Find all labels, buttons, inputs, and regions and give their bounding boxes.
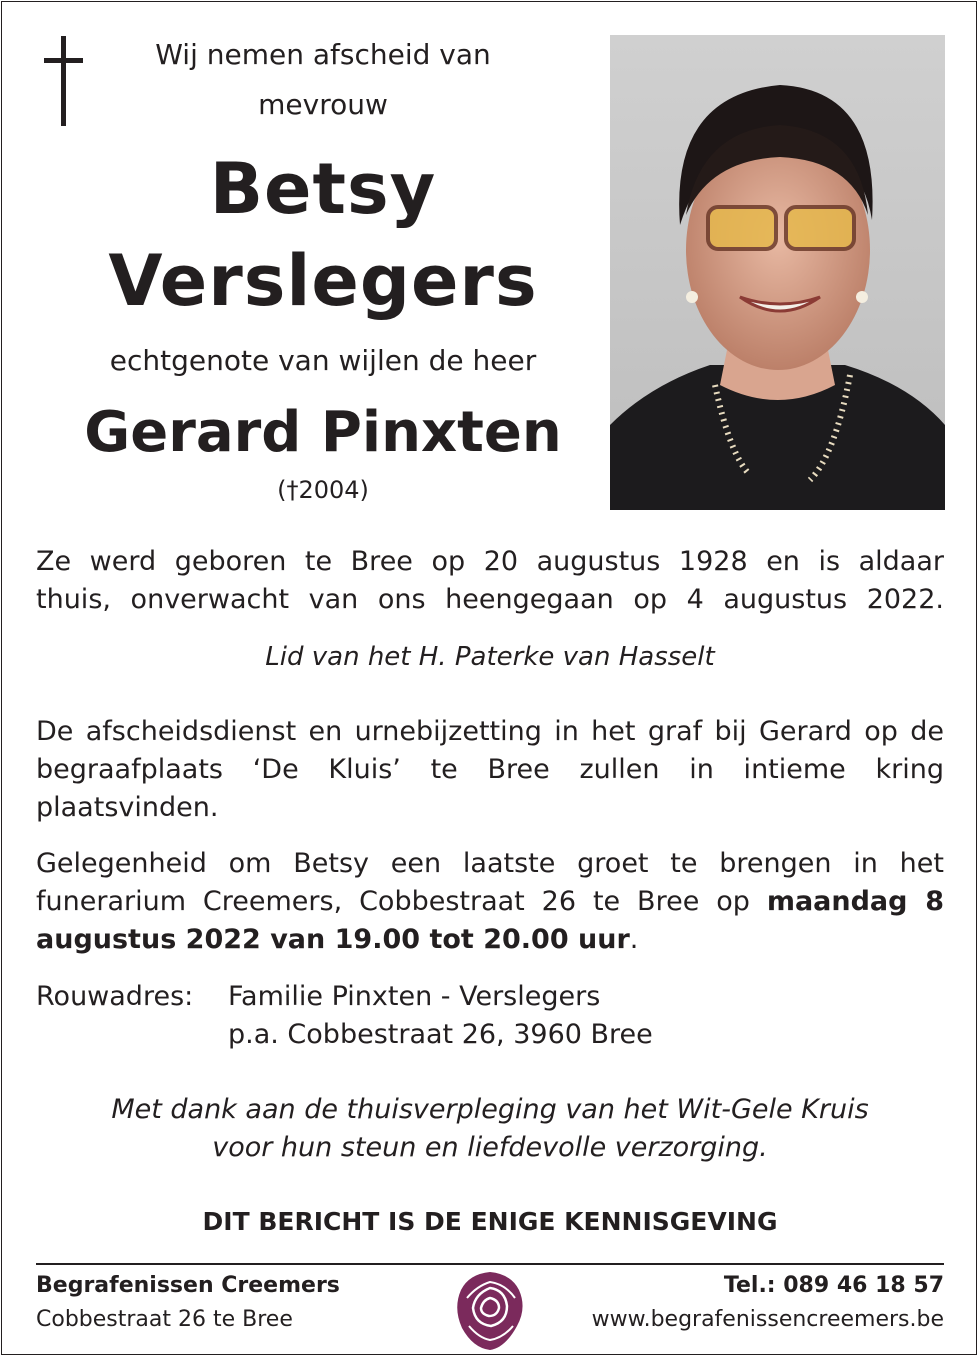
address-label: Rouwadres:: [36, 981, 194, 1012]
address-line-1: Familie Pinxten - Verslegers: [228, 981, 601, 1012]
company-website[interactable]: www.begrafenissencreemers.be: [591, 1307, 944, 1332]
intro-line-1: Wij nemen afscheid van: [155, 38, 491, 71]
spouse-death: (†2004): [277, 476, 369, 504]
rose-icon: [453, 1268, 527, 1352]
visit-text: Gelegenheid om Betsy een laatste groet te brengen in het funerarium Creemers, Cobbestraat 26 te Bree op: [36, 848, 944, 917]
visit-date: maandag 8 augustus 2022 van 19.00 tot 20.00 uur: [36, 886, 944, 955]
birth-line-2: thuis, onverwacht van ons heengegaan op 4 augustus 2022.: [36, 584, 944, 615]
membership-line: Lid van het H. Paterke van Hasselt: [265, 642, 715, 672]
intro-line-2: mevrouw: [258, 88, 388, 121]
portrait-photo: [610, 35, 945, 510]
thanks-block: [36, 1091, 944, 1167]
notice-line: DIT BERICHT IS DE ENIGE KENNISGEVING: [202, 1207, 778, 1236]
address-line-2: p.a. Cobbestraat 26, 3960 Bree: [228, 1019, 653, 1050]
spouse-intro: echtgenote van wijlen de heer: [109, 344, 537, 377]
company-street: Cobbestraat 26 te Bree: [36, 1307, 293, 1332]
birth-paragraph: [36, 543, 944, 619]
visit-paragraph: [36, 845, 944, 959]
deceased-last-name: Verslegers: [108, 240, 538, 322]
address-block: [36, 978, 944, 1054]
thanks-line-2: voor hun steun en liefdevolle verzorging.: [212, 1132, 768, 1163]
thanks-line-1: Met dank aan de thuisverpleging van het Wit-Gele Kruis: [111, 1094, 869, 1125]
deceased-first-name: Betsy: [209, 148, 437, 230]
visit-end: .: [629, 924, 639, 955]
spouse-name: Gerard Pinxten: [84, 400, 562, 465]
birth-line-1: Ze werd geboren te Bree op 20 augustus 1928 en is aldaar: [36, 546, 944, 577]
company-name: Begrafenissen Creemers: [36, 1273, 340, 1298]
company-phone: Tel.: 089 46 18 57: [723, 1273, 944, 1298]
ceremony-paragraph: De afscheidsdienst en urnebijzetting in het graf bij Gerard op de begraafplaats ‘De Kluis’ te Bree zullen in intieme kring plaatsvinden.: [36, 716, 944, 823]
footer-divider: [36, 1263, 944, 1265]
